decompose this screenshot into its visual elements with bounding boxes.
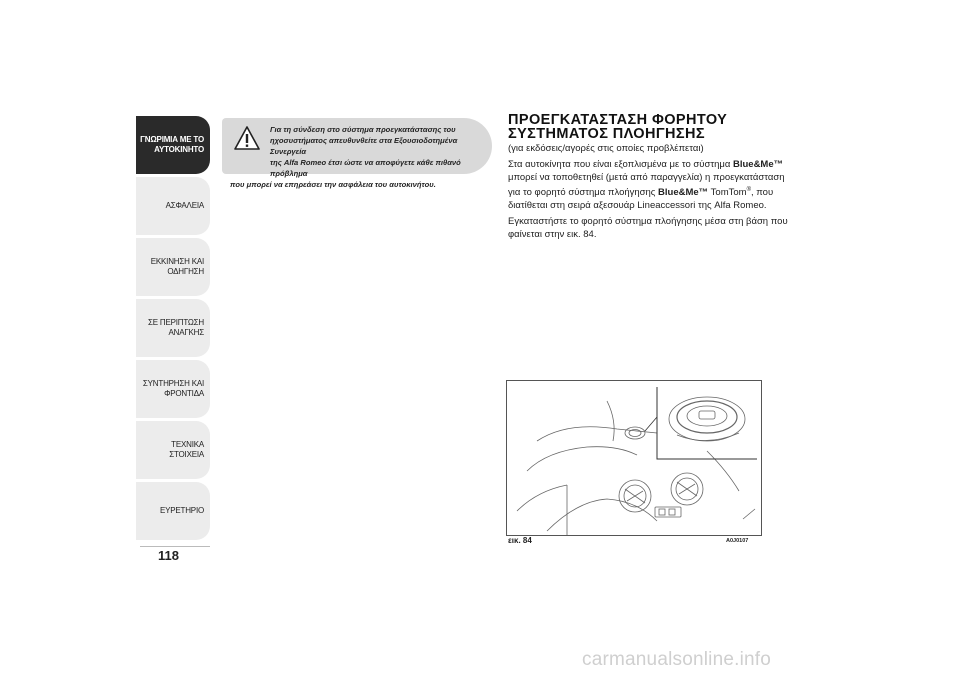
chapter-tab-label [140,440,204,460]
warning-line: Για τη σύνδεση στο σύστημα προεγκατάστασης του [270,125,456,134]
chapter-tab-line: ΑΥΤΟΚΙΝΗΤΟ [154,145,204,154]
figure-84 [506,380,762,536]
chapter-tab[interactable] [136,299,210,357]
chapter-tab-line: ΣΕ ΠΕΡΙΠΤΩΣΗ [148,318,204,327]
chapter-tab[interactable] [136,177,210,235]
chapter-tab-label [160,506,204,516]
warning-text [230,124,482,190]
brand-name: Blue&Me™ [658,187,709,199]
chapter-tab-label [151,257,204,277]
body-paragraph [508,159,788,212]
chapter-tab[interactable] [136,360,210,418]
warning-line: της Alfa Romeo έτσι ώστε να αποφύγετε κάθε πιθανό πρόβλημα [270,158,461,178]
dashboard-illustration [507,381,761,535]
chapter-tab-label [140,135,204,155]
text-run: TomTom [708,187,747,199]
figure-caption: εικ. 84 [508,536,532,545]
chapter-tab[interactable] [136,238,210,296]
figure-code: A0J0107 [726,538,749,544]
chapter-sidebar [136,116,210,543]
chapter-tab-line: ΟΔΗΓΗΣΗ [167,267,204,276]
chapter-tab-line: ΑΣΦΑΛΕΙΑ [165,201,204,210]
warning-line: που μπορεί να επηρεάσει την ασφάλεια του αυτοκινήτου. [230,180,436,189]
sidebar-divider [140,546,210,547]
watermark: carmanualsonline.info [582,649,772,670]
chapter-tab-line: ΓΝΩΡΙΜΙΑ ΜΕ ΤΟ [140,135,204,144]
warning-triangle-icon [234,126,260,150]
text-run: , που διατίθεται στη σειρά αξεσουάρ Lineaccessori της Alfa Romeo. [508,187,774,211]
page-number: 118 [158,548,179,563]
chapter-tab-label [148,318,204,338]
chapter-tab-line: ΑΝΑΓΚΗΣ [168,328,204,337]
section-title-line: ΣΥΣΤΗΜΑΤΟΣ ΠΛΟΗΓΗΣΗΣ [508,126,705,142]
body-paragraph: Εγκαταστήστε το φορητό σύστημα πλοήγησης μέσα στη βάση που φαίνεται στην εικ. 84. [508,216,788,240]
chapter-tab[interactable] [136,116,210,174]
warning-box [222,118,492,189]
chapter-tab[interactable] [136,482,210,540]
brand-name: Blue&Me™ [732,159,784,170]
text-run: μπορεί να τοποθετηθεί (μετά από παραγγελία) η προεγκατάσταση για το φορητό σύστημα πλοήγησης [508,171,785,199]
chapter-tab-line: ΦΡΟΝΤΙΔΑ [164,389,204,398]
warning-line: ηχοσυστήματος απευθυνθείτε στα Εξουσιοδοτημένα Συνεργεία [270,136,458,156]
section-title [508,113,788,141]
chapter-tab-label [143,379,204,399]
chapter-tab-line: ΣΥΝΤΗΡΗΣΗ ΚΑΙ [142,379,204,388]
chapter-tab-line: ΕΚΚΙΝΗΣΗ ΚΑΙ [150,257,204,266]
chapter-tab-label [166,201,204,211]
chapter-tab-line: ΕΥΡΕΤΗΡΙΟ [160,506,204,515]
section-title-line: ΠΡΟΕΓΚΑΤΑΣΤΑΣΗ ΦΟΡΗΤΟΥ [508,112,728,128]
text-run: Στα αυτοκίνητα που είναι εξοπλισμένα με το σύστημα [508,159,733,170]
chapter-tab[interactable] [136,421,210,479]
chapter-tab-line: ΤΕΧΝΙΚΑ ΣΤΟΙΧΕΙΑ [169,440,204,459]
section-subtitle: (για εκδόσεις/αγορές στις οποίες προβλέπεται) [508,143,704,154]
section-content [508,113,788,245]
registered-mark: ® [746,187,751,193]
